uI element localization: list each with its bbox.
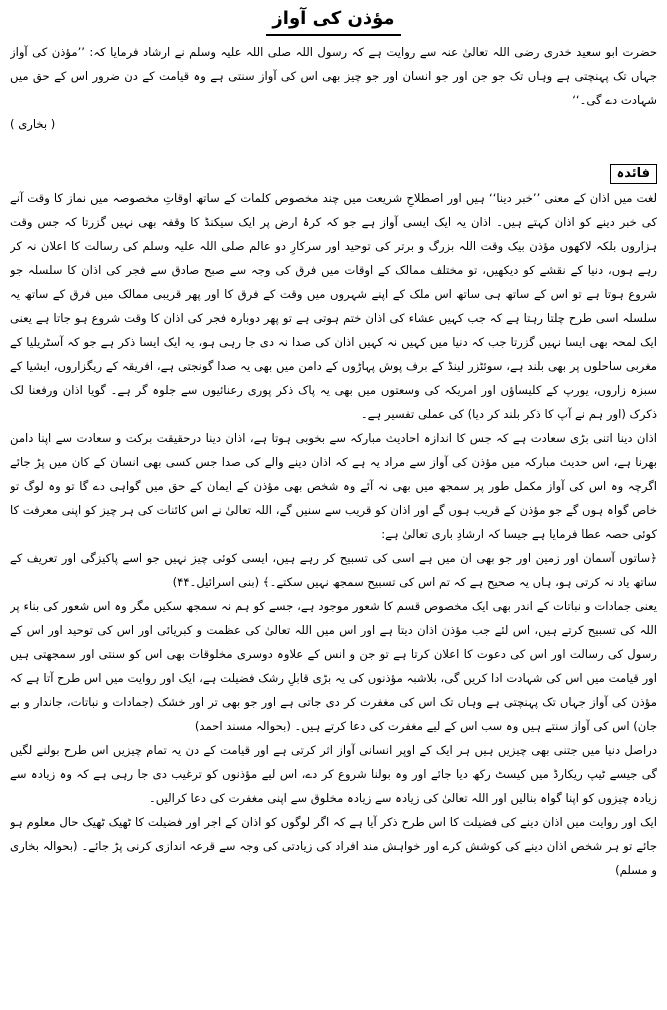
hadith-source: ( بخاری ) [10, 117, 56, 131]
fayda-heading-row [10, 162, 657, 186]
page-title-text: مؤذن کی آواز [266, 6, 400, 36]
document-page [10, 6, 657, 1004]
quran-verse: ﴿ساتوں آسمان اور زمین اور جو بھی ان میں ہے اسی کی تسبیح کر رہے ہیں، ایسی کوئی چیز نہیں جو اسے پاکیزگی اور تعریف کے ساتھ یاد نہ کرتی ہو، ہاں یہ صحیح ہے کہ تم اس کی تسبیح سمجھ نہیں سکتے۔﴾ (بنی اسرائیل۔۴۴) [10, 551, 657, 589]
paragraph-2: اذان دینا اتنی بڑی سعادت ہے کہ جس کا اندازہ احادیث مبارکہ سے بخوبی ہوتا ہے، اذان دینا درحقیقت برکت و سعادت سے اپنا دامن بھرنا ہے، اس حدیث مبارکہ میں مؤذن کی آواز سے مراد یہ ہے کہ اذان دینے والے کی صدا جس کسی بھی انسان کے کان میں پڑ جائے اگرچہ وہ اس کی آواز مکمل طور پر سمجھ میں بھی نہ آئے وہ شخص بھی مؤذن کے ایمان کے حق میں گواہی دے گا تو وہ لوگ تو خاص گواہ ہوں گے جو مؤذن کے قریب ہوں گے اور اذان کو قریب سے سنیں گے، اللہ تعالیٰ نے اس کائنات کی ہر چیز کو اپنی معرفت کا کوئی حصہ عطا فرمایا ہے جیسا کہ ارشادِ باری تعالیٰ ہے: [10, 431, 657, 541]
hadith-text: حضرت ابو سعید خدری رضی اللہ تعالیٰ عنہ سے روایت ہے کہ رسول اللہ صلی اللہ علیہ وسلم نے ارشاد فرمایا کہ: ’’مؤذن کی آواز جہاں تک پہنچتی ہے وہاں تک جو جن اور جو انسان اور جو چیز بھی اس کی آواز سنتی ہے وہ قیامت کے دن ضرور اس کے حق میں شہادت دے گی۔‘‘ [10, 45, 657, 107]
paragraph-1: لغت میں اذان کے معنی ’’خبر دینا‘‘ ہیں اور اصطلاحِ شریعت میں چند مخصوص کلمات کے ساتھ اوقاتِ مخصوصہ میں نماز کا وقت آنے کی خبر دینے کو اذان کہتے ہیں۔ اذان یہ ایک ایسی آواز ہے جو کہ کرۂ ارض پر ایک سیکنڈ کا وقفہ بھی نہیں گزرتا کہ جس وقت ہزاروں بلکہ لاکھوں مؤذن بیک وقت اللہ بزرگ و برتر کی توحید اور سرکارِ دو عالم صلی اللہ علیہ وسلم کی رسالت کا اعلان نہ کر رہے ہوں، دنیا کے نقشے کو دیکھیں، تو مختلف ممالک کے اوقات میں فرق کی وجہ سے صبح صادق سے فجر کی اذان کا سلسلہ جو شروع ہوتا ہے تو اس کے ساتھ ہی ساتھ اس ملک کے اپنے شہروں میں وقت کے فرق کا اور پھر قریبی ممالک میں فرق کے ساتھ یہ سلسلہ اسی طرح چلتا رہتا ہے کہ جب کہیں عشاء کی اذان ختم ہوتی ہے تو پھر دوبارہ فجر کی اذان کا وقت شروع ہو جاتا ہے یعنی ایک لمحہ بھی ایسا نہیں گزرتا جب کہ دنیا میں کہیں نہ کہیں اذان کی صدا نہ دی جا رہی ہو، یہ ایک ایسا ذکر ہے جو کہ آسٹریلیا کے مغربی ساحلوں پر بھی بلند ہے، سوئٹزر لینڈ کے برف پوش پہاڑوں کے دامن میں بھی یہ صدا گونجتی ہے، افریقہ کے ریگزاروں، ایشیا کے سبزہ زاروں، یورپ کے کلیساؤں اور امریکہ کی وسعتوں میں بھی یہ پاک ذکر پوری رعنائیوں سے جلوہ گر ہے۔ گویا اذان ورفعنا لک ذکرک (اور ہم نے آپ کا ذکر بلند کر دیا) کی عملی تفسیر ہے۔ [10, 191, 657, 421]
fayda-heading: فائدہ [610, 164, 657, 184]
page-title [10, 6, 657, 36]
paragraph-3: یعنی جمادات و نباتات کے اندر بھی ایک مخصوص قسم کا شعور موجود ہے، جسے کو ہم نہ سمجھ سکیں مگر وہ اس شعور کی بناء پر اللہ کی تسبیح کرتے ہیں، اس لئے جب مؤذن اذان دیتا ہے اور اس میں اللہ تعالیٰ کی عظمت و کبریائی اور اس کی توحید اور اس کے رسول کی رسالت اور اس کی دعوت کا اعلان کرتا ہے تو جن و انس کے علاوہ دوسری مخلوقات بھی اس کو سنتی اور سمجھتی ہیں اور قیامت میں اس کی شہادت ادا کریں گی، بلاشبہ مؤذنوں کی یہ بڑی قابلِ رشک فضیلت ہے، ایک اور روایت میں اس طرح آتا ہے کہ مؤذن کی آواز جہاں تک پہنچتی ہے وہاں تک اس کی مغفرت کر دی جاتی ہے اور جو بھی تر اور خشک (جمادات و نباتات، جاندار و بے جان) اس کی آواز سنتے ہیں وہ سب اس کے لیے مغفرت کی دعا کرتے ہیں۔ (بحوالہ مسند احمد) [10, 599, 657, 733]
paragraph-4: دراصل دنیا میں جتنی بھی چیزیں ہیں ہر ایک کے اوپر انسانی آواز اثر کرتی ہے اور قیامت کے دن یہ تمام چیزیں اس طرح بولنے لگیں گی جیسے ٹیپ ریکارڈ میں کیسٹ رکھ دیا جائے اور وہ بولنا شروع کر دے، اس لیے مؤذنوں کو ترغیب دی جا رہی ہے کہ وہ زیادہ سے زیادہ چیزوں کو اپنا گواہ بنالیں اور اللہ تعالیٰ کی زیادہ سے زیادہ مخلوق سے اپنی مغفرت کی دعا کرالیں۔ [10, 743, 657, 805]
paragraph-5: ایک اور روایت میں اذان دینے کی فضیلت کا اس طرح ذکر آیا ہے کہ اگر لوگوں کو اذان کے اجر اور فضیلت کا ٹھیک ٹھیک حال معلوم ہو جائے تو ہر شخص اذان دینے کی کوشش کرے اور خواہش مند افراد کی زیادتی کی وجہ سے قرعہ اندازی کرنی پڑ جائے۔ (بحوالہ بخاری و مسلم) [10, 815, 657, 877]
